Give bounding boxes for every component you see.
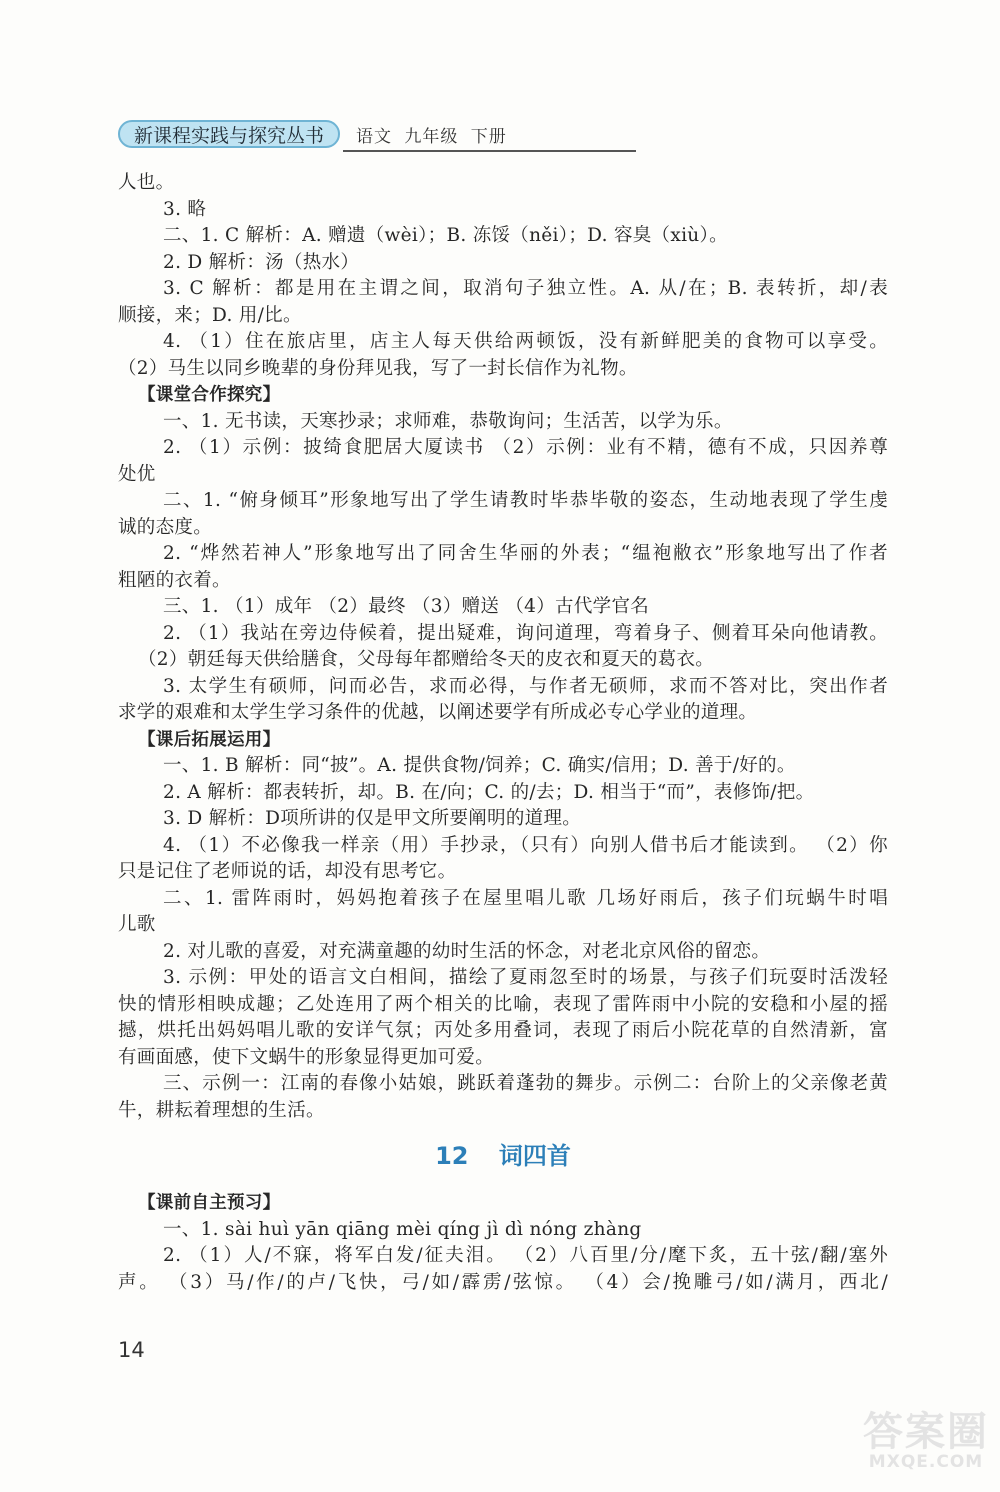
- text-line: 处优: [118, 463, 156, 485]
- answer-content: [118, 170, 888, 1296]
- text-line: 快的情形相映成趣；乙处连用了两个相关的比喻，表现了雷阵雨中小院的安稳和小屋的摇: [118, 993, 888, 1015]
- text-line: 3. 略: [163, 198, 207, 220]
- text-line: 一、1. B 解析：同“披”。A. 提供食物/饲养；C. 确实/信用；D. 善于/好的。: [163, 755, 796, 776]
- watermark-logo: [860, 1400, 992, 1484]
- text-line: 撼，烘托出妈妈唱儿歌的安详气氛；丙处多用叠词，表现了雨后小院花草的自然清新，富: [118, 1020, 888, 1041]
- text-line: （2）马生以同乡晚辈的身份拜见我，写了一封长信作为礼物。: [118, 357, 638, 379]
- text-line: 一、1. 无书读，天寒抄录；求师难，恭敬询问；生活苦，以学为乐。: [163, 410, 733, 432]
- section-heading: 【课前自主预习】: [138, 1193, 281, 1213]
- text-line: 4. （1）住在旅店里，店主人每天供给两顿饭，没有新鲜肥美的食物可以享受。: [163, 331, 888, 352]
- text-line: 顺接，来；D. 用/比。: [118, 304, 302, 326]
- answer-block-11: [118, 170, 888, 1124]
- text-line: 2. （1）示例：披绮食肥居大厦读书 （2）示例：业有不精，德有不成，只因养尊: [163, 437, 888, 458]
- text-line: 2. （1）人/不寐，将军白发/征夫泪。 （2）八百里/分/麾下炙，五十弦/翻/塞外: [163, 1245, 888, 1266]
- section-heading: 【课堂合作探究】: [138, 385, 281, 405]
- header-rule: [343, 150, 636, 152]
- text-line: 儿歌: [118, 914, 156, 935]
- series-title: 新课程实践与探究丛书: [118, 120, 340, 148]
- text-line: 一、1. sài huì yān qiāng mèi qíng jì dì nóng zhàng: [163, 1218, 642, 1240]
- watermark-url: MXQE.COM: [868, 1452, 984, 1472]
- text-line: 求学的艰难和太学生学习条件的优越，以阐述要学有所成必专心学业的道理。: [118, 702, 758, 723]
- text-line: 2. “烨然若神人”形象地写出了同舍生华丽的外表；“缊袍敝衣”形象地写出了作者: [163, 543, 888, 564]
- text-line: 二、1. C 解析：A. 赠遗（wèi）；B. 冻馁（něi）；D. 容臭（xiù）。: [163, 225, 728, 246]
- text-line: （2）朝廷每天供给膳食，父母每年都赠给冬天的皮衣和夏天的葛衣。: [138, 649, 715, 670]
- text-line: 4. （1）不必像我一样亲（用）手抄录，（只有）向别人借书后才能读到。 （2）你: [163, 834, 888, 856]
- text-line: 有画面感，使下文蜗牛的形象显得更加可爱。: [118, 1046, 495, 1068]
- text-line: 2. （1）我站在旁边侍候着，提出疑难，询问道理，弯着身子、侧着耳朵向他请教。: [163, 622, 888, 644]
- text-line: 3. C 解析：都是用在主谓之间，取消句子独立性。A. 从/在；B. 表转折，却/表: [163, 278, 888, 299]
- text-line: 3. 示例：甲处的语言文白相间，描绘了夏雨忽至时的场景，与孩子们玩耍时活泼轻: [163, 967, 888, 988]
- text-line: 人也。: [118, 172, 175, 193]
- book-info: 语文 九年级 下册: [356, 127, 507, 147]
- text-line: 2. D 解析：汤（热水）: [163, 251, 360, 273]
- text-line: 2. A 解析：都表转折，却。B. 在/向；C. 的/去；D. 相当于“而”，表修饰/把。: [163, 781, 815, 803]
- text-line: 声。 （3）马/作/的卢/飞快，弓/如/霹雳/弦惊。 （4）会/挽雕弓/如/满月，西北/: [118, 1271, 888, 1293]
- text-line: 2. 对儿歌的喜爱，对充满童趣的幼时生活的怀念，对老北京风俗的留恋。: [163, 940, 771, 962]
- text-line: 二、1. 雷阵雨时，妈妈抱着孩子在屋里唱儿歌 几场好雨后，孩子们玩蜗牛时唱: [163, 887, 888, 909]
- text-line: 3. D 解析：D项所讲的仅是甲文所要阐明的道理。: [163, 808, 582, 829]
- text-line: 诚的态度。: [118, 516, 213, 538]
- text-line: 牛，耕耘着理想的生活。: [118, 1099, 325, 1121]
- text-line: 只是记住了老师说的话，却没有思考它。: [118, 861, 457, 882]
- text-line: 二、1. “俯身倾耳”形象地写出了学生请教时毕恭毕敬的姿态，生动地表现了学生虔: [163, 490, 888, 511]
- text-line: 三、示例一：江南的春像小姑娘，跳跃着蓬勃的舞步。示例二：台阶上的父亲像老黄: [163, 1073, 888, 1094]
- running-header: [118, 118, 518, 152]
- text-line: 粗陋的衣着。: [118, 569, 231, 591]
- text-line: 3. 太学生有硕师，问而必告，求而必得，与作者无硕师，求而不答对比，突出作者: [163, 675, 888, 697]
- text-line: 三、1. （1）成年 （2）最终 （3）赠送 （4）古代学官名: [163, 596, 650, 617]
- section-heading: 【课后拓展运用】: [138, 729, 281, 750]
- watermark-text: 答案圈: [863, 1409, 989, 1455]
- page-number: 14: [118, 1338, 145, 1362]
- chapter-title: 12 词四首: [435, 1142, 571, 1170]
- answer-block-12: [118, 1190, 888, 1296]
